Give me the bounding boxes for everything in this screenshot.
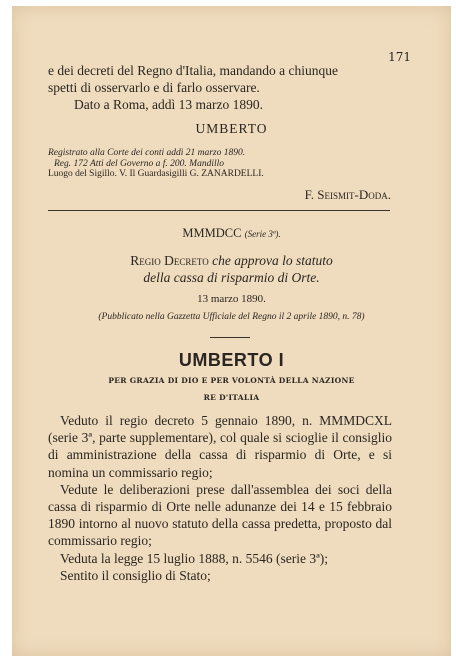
decree-title-prefix: Regio Decreto	[130, 253, 209, 268]
short-divider	[210, 337, 250, 338]
page-number: 171	[388, 50, 411, 64]
section-divider	[48, 210, 390, 211]
decree-title	[12, 252, 451, 286]
body-paragraph: Vedute le deliberazioni prese dall'assemblea dei soci della cassa di risparmio di Orte nelle adunanze dei 14 e 15 febbraio 1890 intorno al nuovo statuto della cassa predetta, proposto dal commissario regio;	[48, 481, 392, 549]
decree-body	[48, 412, 392, 584]
gazette-note: (Pubblicato nella Gazzetta Ufficiale del Regno il 2 aprile 1890, n. 78)	[98, 312, 365, 322]
registry-line-1: Registrato alla Corte dei conti addì 21 marzo 1890.	[48, 148, 246, 158]
grace-heading: PER GRAZIA DI DIO E PER VOLONTÀ DELLA NAZIONE	[108, 376, 355, 385]
document-page	[12, 6, 451, 656]
body-paragraph: Veduto il regio decreto 5 gennaio 1890, n. MMMDCXL (serie 3ª, parte supplementare), col quale si scioglie il consiglio di amministrazione della cassa di risparmio di Orte, e si nomina un commissario regio;	[48, 413, 392, 480]
registry-line-3: Luogo del Sigillo. V. Il Guardasigilli G. ZANARDELLI.	[48, 169, 264, 179]
decree-series: (Serie 3ª).	[244, 229, 281, 239]
decree-title-line-2: della cassa di risparmio di Orte.	[143, 270, 320, 285]
decree-number	[12, 226, 451, 241]
decree-date: 13 marzo 1890.	[197, 293, 266, 305]
body-paragraph: Veduta la legge 15 luglio 1888, n. 5546 (serie 3ª);	[60, 550, 329, 566]
decree-number-roman: MMMDCC	[182, 226, 242, 240]
kingdom-heading: RE D'ITALIA	[203, 393, 260, 402]
continuation-line-3: Dato a Roma, addì 13 marzo 1890.	[74, 97, 263, 112]
registry-line-2: Reg. 172 Atti del Governo a f. 200. Mandillo	[54, 158, 225, 169]
continuation-line-1: e dei decreti del Regno d'Italia, mandando a chiunque	[48, 63, 338, 78]
royal-signature: UMBERTO	[195, 121, 268, 136]
continuation-text	[48, 62, 398, 113]
registry-note	[48, 148, 388, 180]
decree-title-rest: che approva lo statuto	[212, 253, 333, 268]
continuation-line-2: spetti di osservarlo e di farlo osservare.	[48, 80, 260, 95]
decree-title-line-1	[12, 252, 451, 269]
body-paragraph: Sentito il consiglio di Stato;	[60, 567, 211, 583]
king-heading: UMBERTO I	[178, 350, 285, 370]
countersignature: F. Seismit-Doda.	[304, 187, 391, 202]
